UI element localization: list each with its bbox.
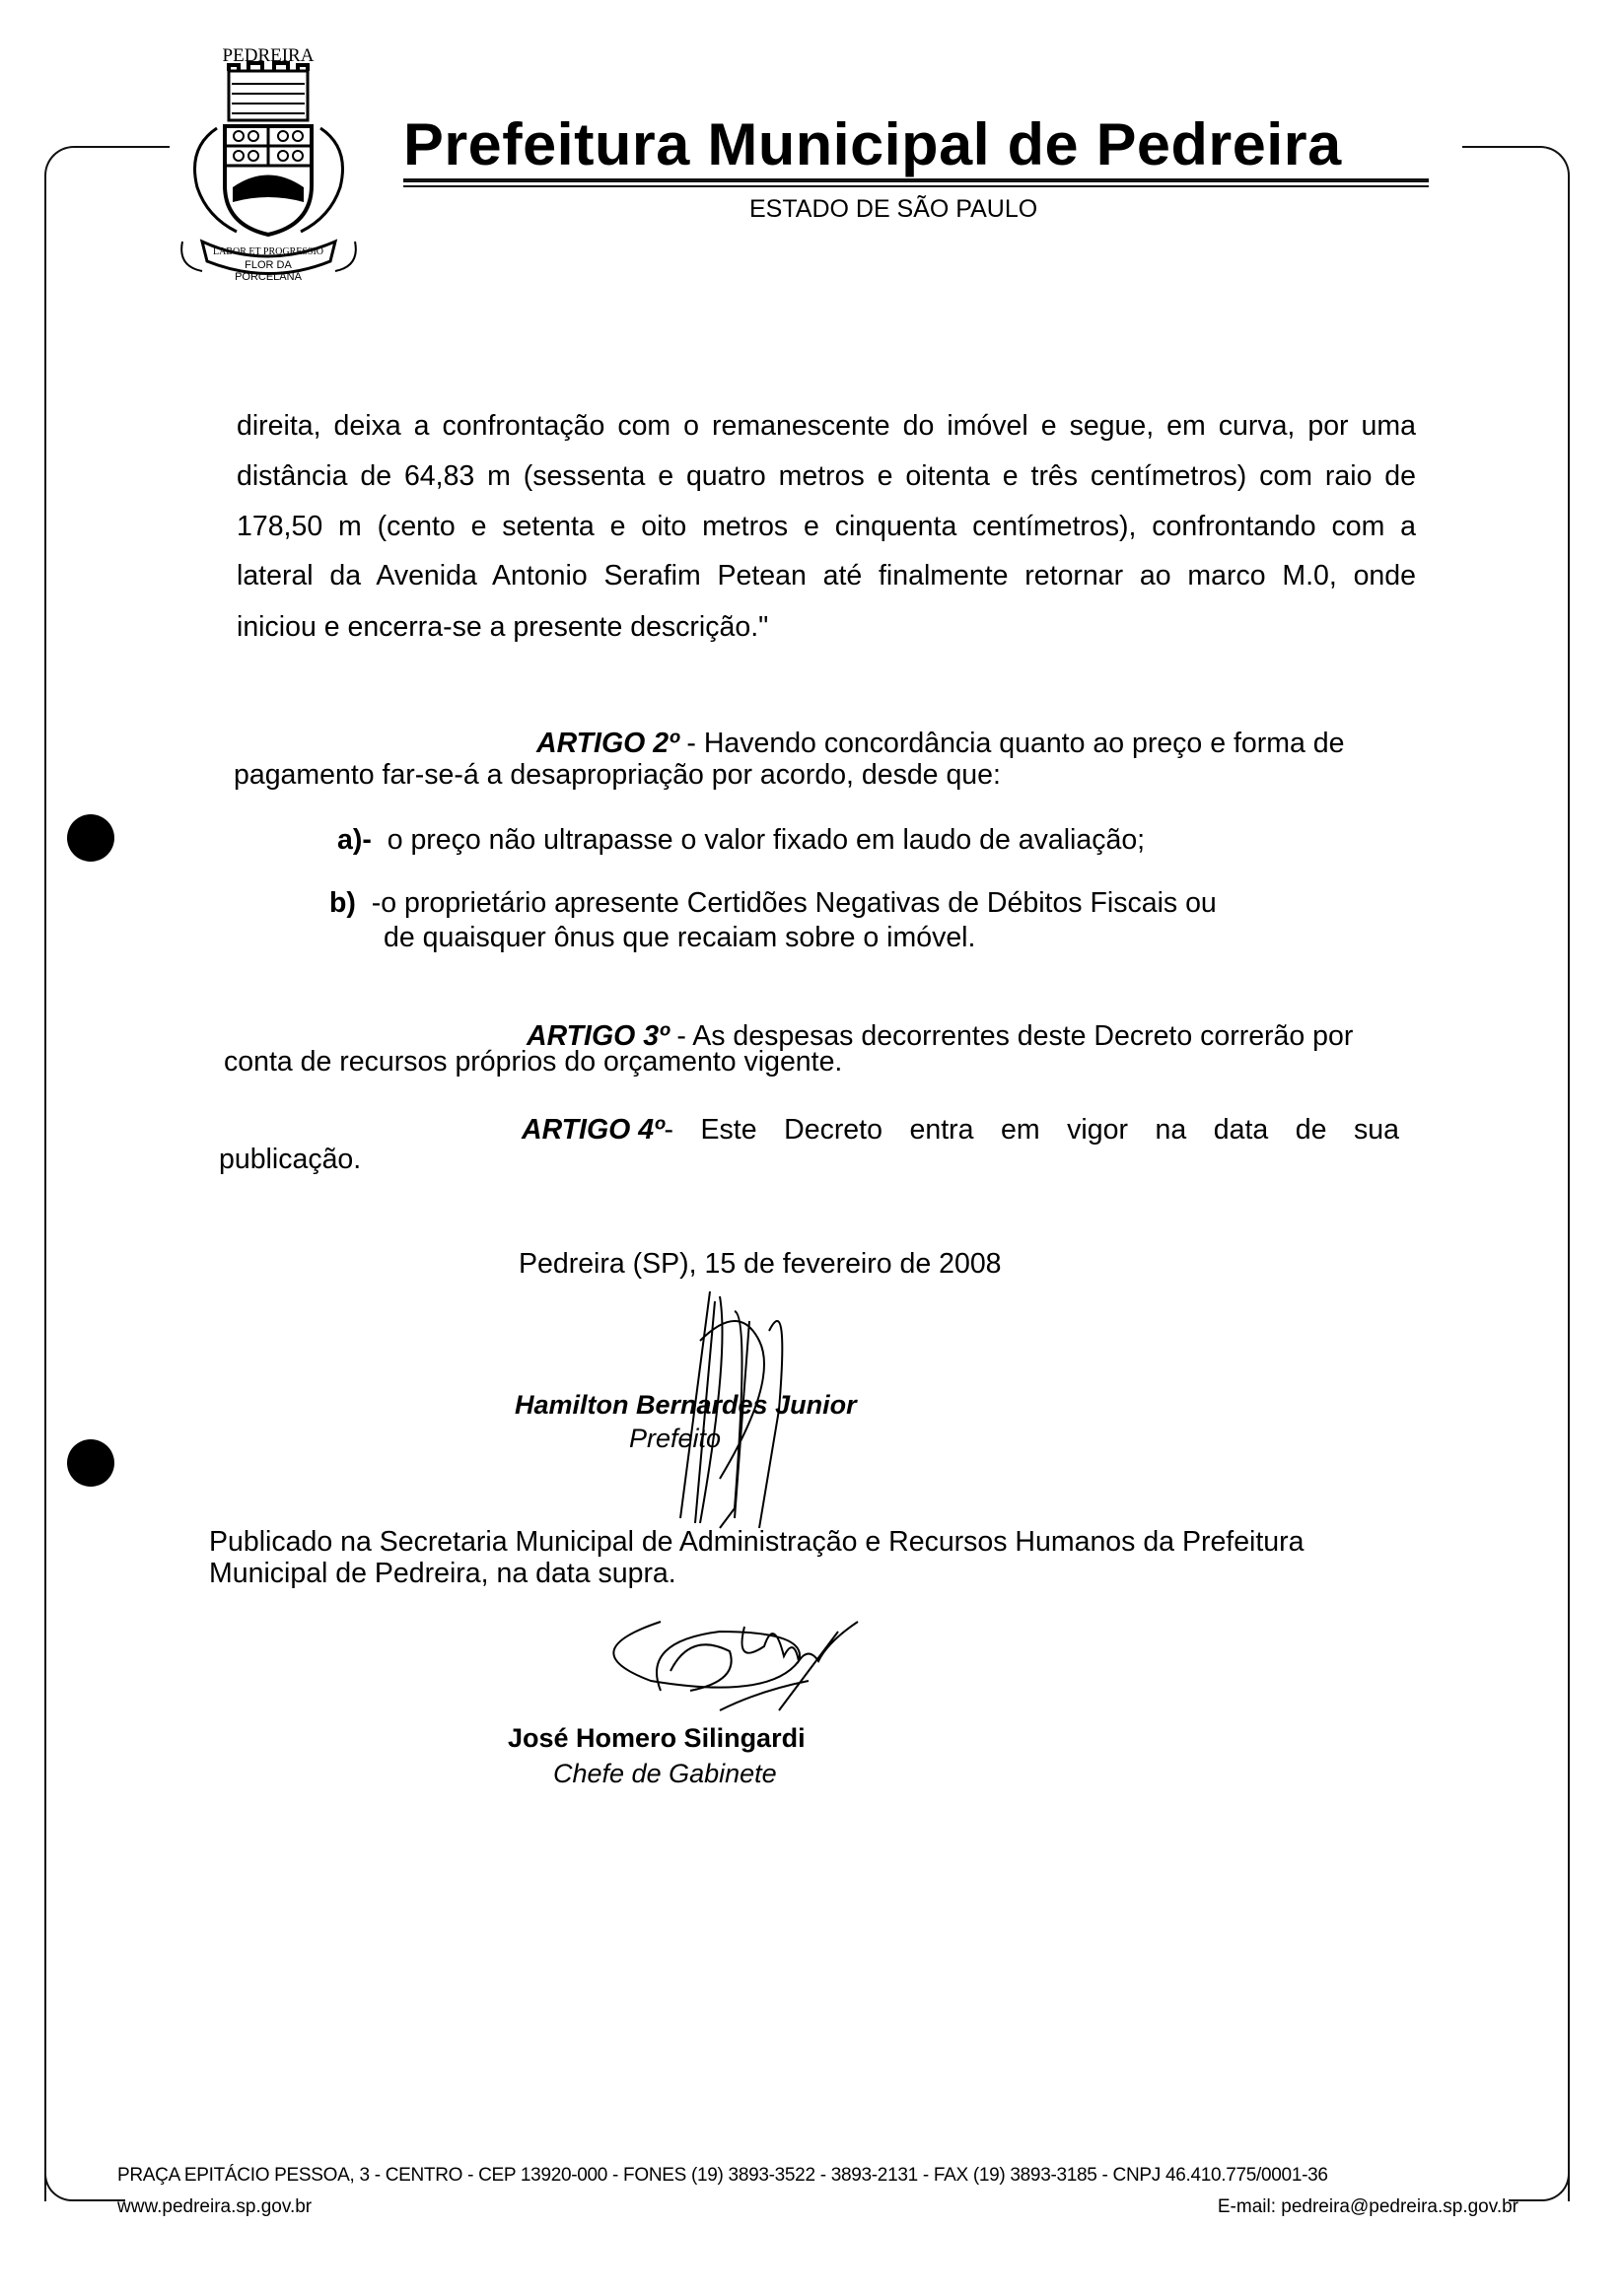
date-line: Pedreira (SP), 15 de fevereiro de 2008 (519, 1248, 1002, 1280)
footer-website[interactable]: www.pedreira.sp.gov.br (117, 2196, 313, 2217)
body-line: direita, deixa a confrontação com o remanescente do imóvel e segue, em curva, por uma (237, 410, 1416, 442)
item-b-text: -o proprietário apresente Certidões Negativas de Débitos Fiscais ou (371, 887, 1217, 919)
item-a-marker: a)- (337, 824, 372, 856)
body-line: 178,50 m (cento e setenta e oito metros e cinquenta centímetros), confrontando com a (237, 511, 1416, 542)
municipal-coat-of-arms-logo (168, 39, 370, 281)
article-4-line2: publicação. (219, 1144, 362, 1175)
signer-2-role: Chefe de Gabinete (553, 1759, 777, 1788)
signature-chief (582, 1602, 917, 1730)
article-3-text: - As despesas decorrentes deste Decreto correrão por (669, 1020, 1354, 1052)
page-title: Prefeitura Municipal de Pedreira (403, 111, 1342, 177)
article-4-text: - Este Decreto entra em vigor na data de sua (664, 1114, 1399, 1146)
logo-top-text: PEDREIRA (222, 45, 315, 66)
item-b-marker: b) (329, 887, 356, 919)
article-2-label: ARTIGO 2º (536, 728, 679, 759)
body-line: iniciou e encerra-se a presente descrição." (237, 611, 769, 643)
article-3-line2: conta de recursos próprios do orçamento vigente. (224, 1046, 843, 1078)
article-2-text: - Havendo concordância quanto ao preço e forma de (678, 728, 1345, 759)
footer-address: PRAÇA EPITÁCIO PESSOA, 3 - CENTRO - CEP 13920-000 - FONES (19) 3893-3522 - 3893-2131 - FAX (19) 3893-3185 - CNPJ 46.410.775/0001-36 (117, 2165, 1328, 2186)
publication-line-2: Municipal de Pedreira, na data supra. (209, 1558, 676, 1589)
title-rule-thin (403, 185, 1429, 187)
signer-2-name: José Homero Silingardi (508, 1723, 806, 1753)
logo-caption-2: PORCELANA (235, 271, 302, 281)
body-line: lateral da Avenida Antonio Serafim Petean até finalmente retornar ao marco M.0, onde (237, 560, 1416, 591)
item-a (337, 824, 1145, 857)
signer-1-role: Prefeito (629, 1424, 722, 1453)
article-3-label: ARTIGO 3º (527, 1020, 670, 1052)
item-b (329, 887, 1217, 920)
page-subtitle: ESTADO DE SÃO PAULO (749, 195, 1038, 223)
article-2-line2: pagamento far-se-á a desapropriação por acordo, desde que: (234, 759, 1001, 791)
frame-top-left (44, 146, 170, 2201)
article-4-label: ARTIGO 4º (522, 1114, 665, 1146)
logo-caption-1: FLOR DA (245, 259, 292, 271)
publication-line-1: Publicado na Secretaria Municipal de Administração e Recursos Humanos da Prefeitura (209, 1526, 1305, 1558)
logo-motto: LABOR ET PROGRESSIO (212, 246, 324, 257)
punch-hole (67, 1439, 114, 1487)
body-line: distância de 64,83 m (sessenta e quatro metros e oitenta e três centímetros) com raio de (237, 460, 1416, 492)
footer-email[interactable]: E-mail: pedreira@pedreira.sp.gov.br (1217, 2196, 1518, 2217)
article-2 (536, 728, 1344, 760)
frame-bottom-left (44, 2164, 125, 2201)
item-a-text: o preço não ultrapasse o valor fixado em laudo de avaliação; (387, 824, 1146, 856)
article-4 (522, 1114, 1399, 1147)
item-b-line2: de quaisquer ônus que recaiam sobre o imóvel. (384, 922, 976, 953)
punch-hole (67, 814, 114, 862)
signer-1-name: Hamilton Bernardes Junior (515, 1390, 857, 1420)
title-rule-thick (403, 178, 1429, 182)
frame-right (1462, 146, 1570, 2201)
